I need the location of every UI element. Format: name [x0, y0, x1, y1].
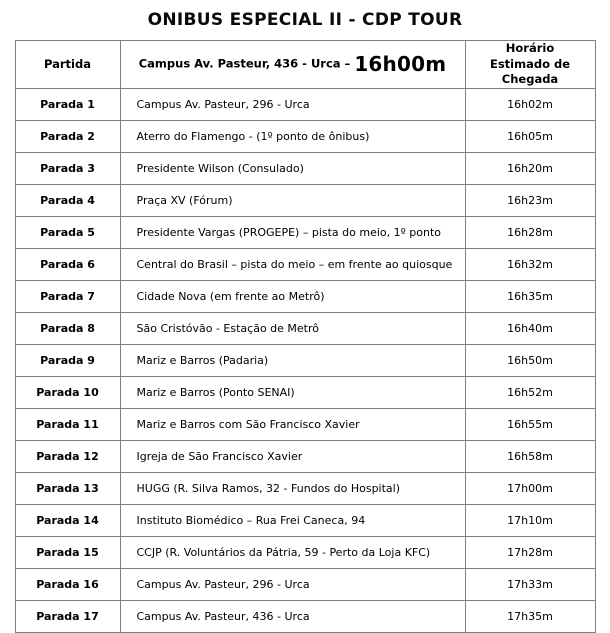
- stop-label: Parada 15: [15, 536, 120, 568]
- table-row: [15, 344, 595, 376]
- stop-label: Parada 16: [15, 568, 120, 600]
- arrival-time: 16h52m: [465, 376, 595, 408]
- stop-place: HUGG (R. Silva Ramos, 32 - Fundos do Hospital): [120, 472, 465, 504]
- header-arrival: Horário Estimado de Chegada: [465, 41, 595, 89]
- stop-label: Parada 4: [15, 184, 120, 216]
- stop-label: Parada 6: [15, 248, 120, 280]
- table-row: [15, 312, 595, 344]
- schedule-table: [15, 40, 596, 633]
- stop-place: São Cristóvão - Estação de Metrô: [120, 312, 465, 344]
- arrival-time: 16h55m: [465, 408, 595, 440]
- stop-label: Parada 8: [15, 312, 120, 344]
- stop-label: Parada 11: [15, 408, 120, 440]
- table-row: [15, 408, 595, 440]
- table-row: [15, 280, 595, 312]
- arrival-time: 16h50m: [465, 344, 595, 376]
- table-row: [15, 88, 595, 120]
- table-row: [15, 376, 595, 408]
- table-row: [15, 600, 595, 632]
- arrival-time: 16h05m: [465, 120, 595, 152]
- stop-label: Parada 3: [15, 152, 120, 184]
- stop-label: Parada 2: [15, 120, 120, 152]
- stop-place: Campus Av. Pasteur, 296 - Urca: [120, 88, 465, 120]
- arrival-time: 16h35m: [465, 280, 595, 312]
- arrival-time: 16h40m: [465, 312, 595, 344]
- arrival-time: 17h10m: [465, 504, 595, 536]
- arrival-time: 16h20m: [465, 152, 595, 184]
- table-row: [15, 536, 595, 568]
- stop-place: Presidente Wilson (Consulado): [120, 152, 465, 184]
- arrival-time: 17h33m: [465, 568, 595, 600]
- stop-place: Mariz e Barros (Padaria): [120, 344, 465, 376]
- stop-label: Parada 14: [15, 504, 120, 536]
- stop-label: Parada 9: [15, 344, 120, 376]
- stop-label: Parada 7: [15, 280, 120, 312]
- table-row: [15, 440, 595, 472]
- arrival-time: 16h32m: [465, 248, 595, 280]
- page-title: ONIBUS ESPECIAL II - CDP TOUR: [147, 10, 463, 30]
- stop-place: CCJP (R. Voluntários da Pátria, 59 - Perto da Loja KFC): [120, 536, 465, 568]
- stop-place: Praça XV (Fórum): [120, 184, 465, 216]
- stop-place: Igreja de São Francisco Xavier: [120, 440, 465, 472]
- arrival-time: 17h28m: [465, 536, 595, 568]
- stop-place: Central do Brasil – pista do meio – em frente ao quiosque: [120, 248, 465, 280]
- table-row: [15, 184, 595, 216]
- stop-label: Parada 13: [15, 472, 120, 504]
- table-row: [15, 504, 595, 536]
- stop-label: Parada 12: [15, 440, 120, 472]
- arrival-time: 16h23m: [465, 184, 595, 216]
- arrival-time: 16h58m: [465, 440, 595, 472]
- stop-place: Instituto Biomédico – Rua Frei Caneca, 94: [120, 504, 465, 536]
- header-route-text: Campus Av. Pasteur, 436 - Urca –: [138, 56, 355, 71]
- header-row: [15, 41, 595, 89]
- stop-place: Aterro do Flamengo - (1º ponto de ônibus): [120, 120, 465, 152]
- stop-place: Cidade Nova (em frente ao Metrô): [120, 280, 465, 312]
- stop-label: Parada 17: [15, 600, 120, 632]
- table-row: [15, 120, 595, 152]
- arrival-time: 16h02m: [465, 88, 595, 120]
- arrival-time: 16h28m: [465, 216, 595, 248]
- arrival-time: 17h35m: [465, 600, 595, 632]
- header-partida: Partida: [15, 41, 120, 89]
- header-route: [120, 41, 465, 89]
- stop-place: Mariz e Barros com São Francisco Xavier: [120, 408, 465, 440]
- header-departure-time: 16h00m: [354, 52, 447, 77]
- table-row: [15, 216, 595, 248]
- stop-label: Parada 5: [15, 216, 120, 248]
- stop-place: Presidente Vargas (PROGEPE) – pista do meio, 1º ponto: [120, 216, 465, 248]
- table-row: [15, 152, 595, 184]
- table-row: [15, 248, 595, 280]
- table-body: [15, 88, 595, 632]
- stop-place: Campus Av. Pasteur, 296 - Urca: [120, 568, 465, 600]
- table-row: [15, 568, 595, 600]
- stop-place: Mariz e Barros (Ponto SENAI): [120, 376, 465, 408]
- stop-label: Parada 1: [15, 88, 120, 120]
- stop-label: Parada 10: [15, 376, 120, 408]
- stop-place: Campus Av. Pasteur, 436 - Urca: [120, 600, 465, 632]
- arrival-time: 17h00m: [465, 472, 595, 504]
- table-row: [15, 472, 595, 504]
